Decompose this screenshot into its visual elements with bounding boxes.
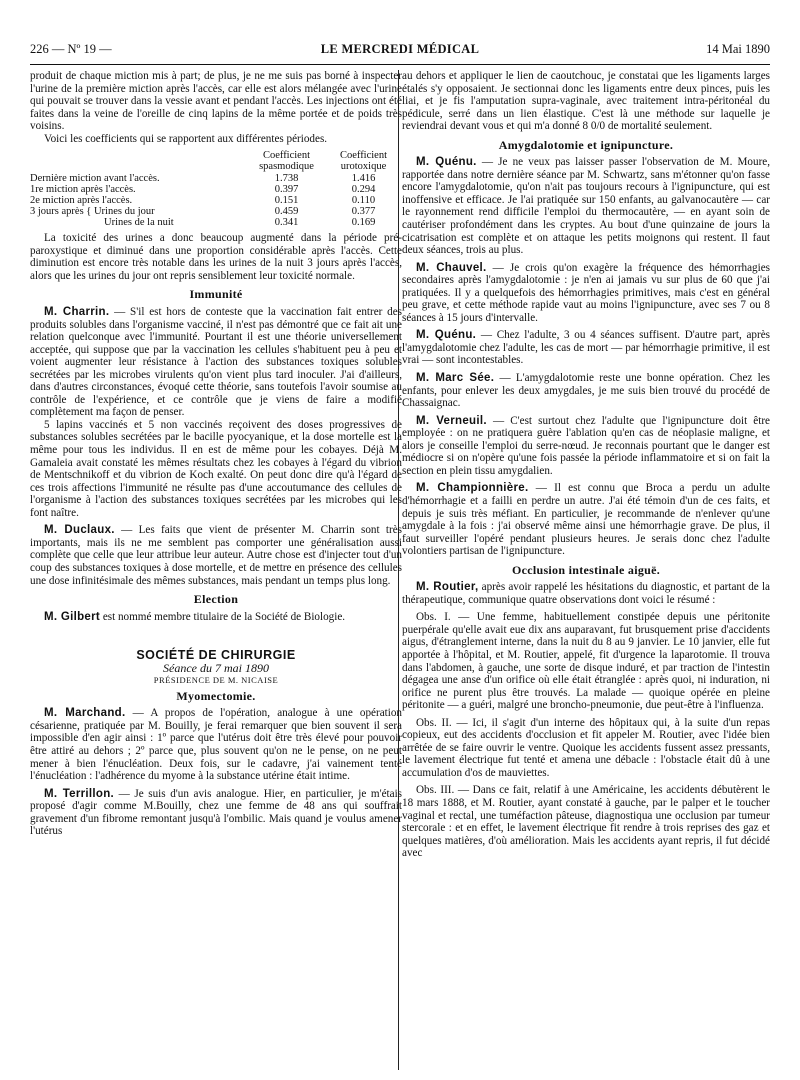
right-column: au dehors et appliquer le lien de caoutchouc, je constatai que les ligaments larges étalés s'y opposaient. Je sectionnai donc les ligaments entre deux pinces, puis les liai, et je fis l'amputation supra-vaginale, avec traitement intra-péritonéal du pédicule, serré dans un lien élastique. C'est là une méthode sur laquelle je reviendrai devant vous et qui m'a donné 8 0/0 de mortalité seulement. Amygdalotomie et ignipuncture. M. Quénu. — Je ne veux pas laisser passer l'observation de M. Moure, rapportée dans notre dernière séance par M. Schwartz, sans m'étonner qu'on fasse encore l'amygdalotomie, qu'on n'ait pas toujours recours à l'ignipuncture, qui est inoffensive et efficace. Je l'ai pratiquée sur 150 enfants, au galvanocautère — car le rayonnement rend difficile l'emploi du thermocautère, — en ayant soin de cautériser profondément dans les cryptes. Au bout d'une quinzaine de jours la cicatrisation est complète et on attaque les petits moignons qui restent. Il faut deux séances, trois au plus. M. Chauvel. — Je crois qu'on exagère la fréquence des hémorrhagies secondaires après l'amygdalotomie : je n'en ai jamais vu sur plus de 60 que j'ai pratiquées. Il y a quelquefois des hémorrhagies primitives, mais c'est en général peu grave, et cette méthode rapide vaut au moins l'ignipuncture, avec ses 7 ou 8 séances à 15 jours d'intervalle. M. Quénu. — Chez l'adulte, 3 ou 4 séances suffisent. D'autre part, après l'amygdalotomie chez l'adulte, les cas de mort — par hémorrhagie primitive, il est vrai — sont incontestables. M. Marc Sée. — L'amygdalotomie reste une bonne opération. Chez les enfants, pour enlever les deux amygdales, je me suis bien trouvé du procédé de Chassaignac. M. Verneuil. — C'est surtout chez l'adulte que l'ignipuncture doit être employée : on ne pratiquera guère l'ablation qu'en cas de néoplasie maligne, et alors je conseille l'emploi du serre-nœud. Je reconnais pourtant que le danger est médiocre si on n'opère qu'une fois passée la période inflammatoire et si on fait la section en plein tissu amygdalien. M. Championnière. — Il est connu que Broca a perdu un adulte d'hémorrhagie et a failli en perdre un autre. J'ai été témoin d'un de ces faits, et depuis je suis très méfiant. En particulier, je recommande de n'enlever qu'une amygdale à la fois : j'ai observé même ainsi une hémorrhagie grave. De plus, il faut surveiller l'opéré pendant plusieurs heures. Je serais donc chez l'adulte volontiers partisan de l'ignipuncture. Occlusion intestinale aiguë. M. Routier, après avoir rappelé les hésitations du diagnostic, et partant de la thérapeutique, communique quatre observations dont voici le résumé : Obs. I. — Une femme, habituellement constipée depuis une péritonite puerpérale qu'elle avait eue dix ans auparavant, fut brusquement prise d'accidents aigus, d'étranglement interne, dans la nuit du 8 au 9 janvier. Le 10 janvier, elle fut apportée à l'hôpital, et M. Routier, appelé, fit d'urgence la laparotomie. Il trouva dans l'abdomen, à gauche, une sorte de disque induré, et par traction de l'intestin dégagea une anse d'un orifice où elle était étranglée : après quoi, ni induration, ni orifice ne purent plus être trouvés. La malade — quoique opérée en pleine péritonite — a guéri, malgré une broncho-pneumonie, due peut-être à l'influenza. Obs. II. — Ici, il s'agit d'un interne des hôpitaux qui, à la suite d'un repas copieux, eut des accidents d'occlusion et fit appeler M. Routier, avec l'idée bien arrêtée de se faire ouvrir le ventre. Quoique les accidents fussent assez pressants, le lavement électrique fut tenté et amena une débacle : l'obstacle était dû à une accumulation d'os de mauviettes. Obs. III. — Dans ce fait, relatif à une Américaine, les accidents débutèrent le 18 mars 1888, et M. Routier, ayant constaté à gauche, par le palper et le toucher vaginal et rectal, une tuméfaction pâteuse, diagnostiqua une occlusion par tumeur stercorale : et en effet, le lavement électrique fit rendre à trois reprises des gaz et quelques matières, d'où amélioration. Mais les accidents ayant repris, il fut décidé avec [402, 70, 771, 860]
speaker-name: M. Routier, [416, 581, 479, 594]
journal-title: LE MERCREDI MÉDICAL [320, 42, 480, 56]
section-heading: Occlusion intestinale aiguë. [511, 562, 661, 577]
left-column: produit de chaque miction mis à part; de plus, je ne me suis pas borné à inspecter l'urine de la première miction après l'accès, car elle est alors mélangée avec l'urine qui pouvait se trouver dans la vessie avant et pendant l'accès. Les injections ont été faites dans la veine de l'oreille de cinq lapins de la même portée et de poids très voisins. Voici les coefficients qui se rapportent aux différentes périodes. Coefficient spasmodique Coefficient urotoxique Dernière miction avant l'accès. 1.738 1.416 1re miction après l'accès. 0.397 0.294 2e miction après l'accès. 0.151 0.110 3 jours après { Urines du jour 0.459 0.377 Urines de la nuit 0.341 0.169 La toxicité des urines a donc beaucoup augmenté dans la période pré-paroxystique et diminué dans une proportion considérable après l'accès. Cette diminution est encore très notable dans les urines de la nuit 3 jours après l'accès, alors que les urines du jour ont repris sensiblement leur toxicité normale. Immunité M. Charrin. — S'il est hors de conteste que la vaccination fait entrer des produits solubles dans l'organisme vacciné, il n'est pas démontré que ce fait ait une relation quelconque avec l'immunité. Pourtant il est une théorie universellement acceptée, qui suppose que par la vaccination les cellules s'habituent peu à peu et voient augmenter leur résistance à l'action des substances toxiques solubles secrétées par les microbes virulents qu'on vient plus tard inoculer. J'ai d'ailleurs, dans d'autres circonstances, évoqué cette théorie, sans toutefois l'avoir soumise au contrôle de l'expérience, et ce contrôle que je viens de faire a modifié complètement ma façon de penser. 5 lapins vaccinés et 5 non vaccinés reçoivent des doses progressives de substances solubles secrétées par le bacille pyocyanique, et la dose mortelle est la même pour tous les individus. Il en est de même pour les cobayes. Déjà M. Gamaleia avait constaté les mêmes résultats chez les cobayes à l'égard du vibrion de Mentschnikoff et du vibrion de Koch exalté. On peut donc dire qu'à l'égard de ces trois affections l'immunité ne résulte pas d'une accoutumance des cellules de l'organisme à l'action des substances toxiques secrétées par les microbes qui les font naître. M. Duclaux. — Les faits que vient de présenter M. Charrin sont très importants, mais ils ne me semblent pas comporter une généralisation aussi complète que celle que leur attribue leur auteur. Autre chose est d'injecter tout d'un coup des substances toxiques à dose mortelle, et de mettre en présence des cellules une dose infinitésimale des mêmes substances, mais pendant un temps plus long. Election M. Gilbert est nommé membre titulaire de la Société de Biologie. SOCIÉTÉ DE CHIRURGIE Séance du 7 mai 1890 PRÉSIDENCE DE M. NICAISE Myomectomie. M. Marchand. — A propos de l'opération, analogue à une opération césarienne, pratiquée par M. Bouilly, je ferai remarquer que bien souvent il sera impossible d'en agir ainsi : 1º parce que l'utérus doit être très élevé pour pouvoir être attiré au dehors ; 2º parce que, plus souvent qu'on ne le pense, on ne peut mener à bien l'énucléation. Deux fois, sur le cadavre, j'ai vainement tenté l'énucléation : l'adhérence du myome à la substance utérine était intime. M. Terrillon. — Je suis d'un avis analogue. Hier, en particulier, je m'étais proposé d'agir comme M.Bouilly, chez une femme de 48 ans qui souffrait gravement d'un fibrome remontant jusqu'à l'ombilic. Mais quand je voulus amener l'utérus [30, 70, 403, 838]
speaker-name: M. Chauvel. [416, 261, 487, 274]
issue-date: 14 Mai 1890 [706, 42, 770, 56]
paragraph: 5 lapins vaccinés et 5 non vaccinés reçoivent des doses progressives de substances solubles secrétées par le bacille pyocyanique, et la dose mortelle est la même pour tous les individus. Il en est de même pour les cobayes. Déjà M. Gamaleia avait constaté les mêmes résultats chez les cobayes à l'égard du vibrion de Mentschnikoff et du vibrion de Koch exalté. On peut donc dire qu'à l'égard de ces trois affections l'immunité ne résulte pas d'une accoutumance des cellules de l'organisme à l'action des substances toxiques secrétées par les microbes qui les font naître. [30, 418, 402, 519]
page-header [30, 40, 770, 60]
speaker-name: M. Quénu. [416, 329, 477, 342]
section-heading: Election [193, 592, 239, 607]
speaker-name: M. Quénu. [416, 156, 477, 169]
speaker-name: M. Charrin. [44, 306, 110, 319]
paragraph: au dehors et appliquer le lien de caoutchouc, je constatai que les ligaments larges étalés s'y opposaient. Je sectionnai donc les ligaments entre deux pinces, puis les liai, et je fis l'amputation supra-vaginale, avec traitement intra-péritonéal du pédicule, serré dans un lien élastique. C'est là une méthode sur laquelle je reviendrai devant vous et qui m'a donné 8 0/0 de mortalité seulement. [402, 70, 770, 133]
observation-label: Obs. III. [416, 784, 455, 797]
paragraph: Voici les coefficients qui se rapportent aux différentes périodes. [44, 132, 328, 145]
session-date: Séance du 7 mai 1890 [163, 660, 269, 675]
row-group-label: 3 jours après [30, 206, 84, 218]
table-row: 3 jours après { Urines du jour 0.459 0.377 [30, 206, 376, 218]
presidency: PRÉSIDENCE DE M. NICAISE [153, 675, 279, 686]
observation-label: Obs. I. [416, 611, 451, 624]
section-heading: Immunité [189, 287, 243, 302]
table-row: Dernière miction avant l'accès. 1.738 1.416 [30, 173, 376, 185]
coefficient-table [30, 149, 402, 228]
column-header: Coefficient urotoxique [339, 150, 388, 173]
paragraph: La toxicité des urines a donc beaucoup augmenté dans la période pré-paroxystique et diminué dans une proportion considérable après l'accès. Cette diminution est encore très notable dans les urines de la nuit 3 jours après l'accès, alors que les urines du jour ont repris sensiblement leur toxicité normale. [30, 232, 402, 282]
section-heading: Myomectomie. [176, 688, 256, 703]
column-header: Coefficient spasmodique [259, 150, 314, 173]
speaker-name: M. Championnière. [416, 482, 529, 495]
speaker-name: M. Marc Sée. [416, 372, 495, 385]
speaker-name: M. Duclaux. [44, 524, 115, 537]
observation-label: Obs. II. [416, 716, 452, 729]
speaker-name: M. Marchand. [44, 707, 126, 720]
table-row: 1re miction après l'accès. 0.397 0.294 [30, 184, 376, 196]
header-rule [30, 64, 770, 65]
speaker-name: M. Verneuil. [416, 414, 487, 427]
section-heading: Amygdalotomie et ignipuncture. [498, 137, 674, 152]
page-number: 226 — Nº 19 — [30, 42, 112, 56]
society-title: SOCIÉTÉ DE CHIRURGIE [136, 648, 296, 663]
table-row: 2e miction après l'accès. 0.151 0.110 [30, 195, 376, 207]
speaker-name: M. Terrillon. [44, 787, 115, 800]
paragraph: produit de chaque miction mis à part; de plus, je ne me suis pas borné à inspecter l'urine de la première miction après l'accès, car elle est alors mélangée avec l'urine qui pouvait se trouver dans la vessie avant et pendant l'accès. Les injections ont été faites dans la veine de l'oreille de cinq lapins de la même portée et de poids très voisins. [30, 70, 402, 133]
speaker-name: M. Gilbert [44, 610, 101, 623]
table-row: Urines de la nuit 0.341 0.169 [104, 217, 376, 229]
